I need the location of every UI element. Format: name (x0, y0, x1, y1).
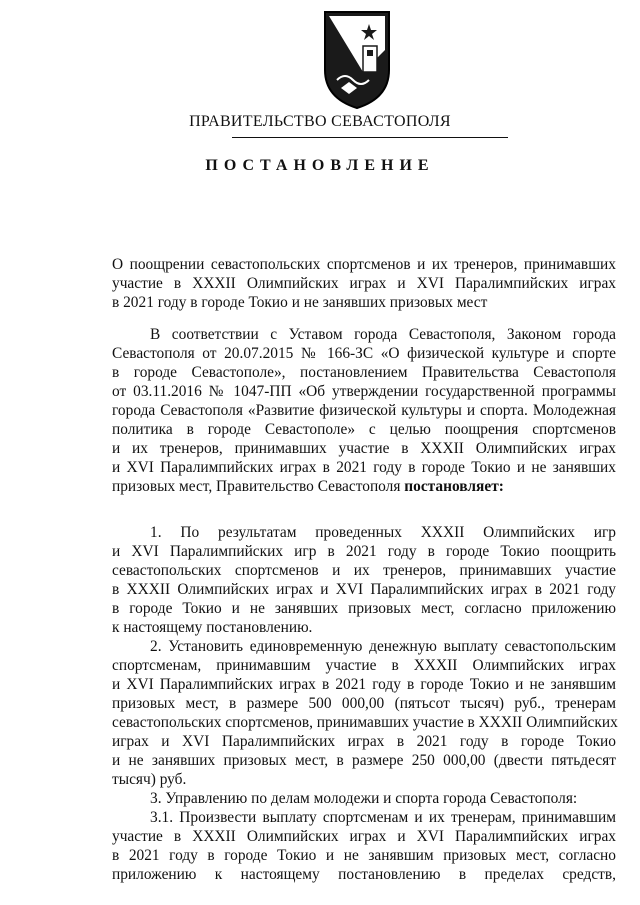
item-line: к настоящему постановлению. (112, 619, 313, 636)
item-line: и XVI Паралимпийских играх в 2021 году в городе Токио и не занявшим (112, 676, 616, 693)
preamble-line: В соответствии с Уставом города Севастополя, Законом города (150, 326, 616, 343)
item-line: в 2021 году в городе Токио и не занявшим призовых мест, согласно (112, 847, 616, 864)
preamble-line: в городе Севастополе», постановлением Правительства Севастополя (112, 364, 616, 381)
sevastopol-coat-of-arms-icon (323, 10, 391, 110)
item-line: 3. Управлению по делам молодежи и спорта города Севастополя: (150, 790, 578, 807)
item-line: в XXXII Олимпийских играх и XVI Паралимпийских играх в 2021 году (112, 581, 616, 598)
preamble-line: от 03.11.2016 № 1047-ПП «Об утверждении государственной программы (112, 383, 616, 400)
item-line: играх и XVI Паралимпийских играх в 2021 году в городе Токио (112, 733, 616, 750)
government-name: ПРАВИТЕЛЬСТВО СЕВАСТОПОЛЯ (189, 113, 451, 130)
item-line: 3.1. Произвести выплату спортсменам и их тренерам, принимавшим (150, 809, 616, 826)
item-line: призовых мест, в размере 500 000,00 (пятьсот тысяч) руб., тренерам (112, 695, 616, 712)
preamble-last-line (112, 478, 616, 496)
decree-keyword: постановляет: (404, 478, 504, 495)
item-line: севастопольских спортсменов, принимавших участие в XXXII Олимпийских (112, 714, 618, 731)
title-line: участие в XXXII Олимпийских играх и XVI Паралимпийских играх (112, 275, 616, 292)
item-line: в городе Токио и не занявших призовых мест, согласно приложению (112, 600, 616, 617)
item-line: и XVI Паралимпийских игр в 2021 году в городе Токио поощрить (112, 543, 616, 560)
document-type: ПОСТАНОВЛЕНИЕ (205, 157, 435, 174)
item-line: тысяч) руб. (112, 771, 187, 788)
item-line: 1. По результатам проведенных XXXII Олимпийских игр (150, 524, 616, 541)
preamble-line: города Севастополя «Развитие физической культуры и спорта. Молодежная (112, 402, 616, 419)
preamble-line: политика в городе Севастополе» с целью поощрения спортсменов (112, 421, 616, 438)
item-line: севастопольских спортсменов и их тренеров, принимавших участие (112, 562, 616, 579)
item-line: и не занявших призовых мест, в размере 250 000,00 (двести пятьдесят (112, 752, 616, 769)
item-line: 2. Установить единовременную денежную выплату севастопольским (150, 638, 616, 655)
preamble-line: и XVI Паралимпийских играх в 2021 году в городе Токио и не занявших (112, 459, 616, 476)
item-line: спортсменам, принимавшим участие в XXXII Олимпийских играх (112, 657, 616, 674)
preamble-last-text: призовых мест, Правительство Севастополя (112, 478, 405, 495)
title-line: О поощрении севастопольских спортсменов и их тренеров, принимавших (112, 256, 616, 273)
item-line: приложению к настоящему постановлению в пределах средств, (112, 866, 616, 883)
item-line: участие в XXXII Олимпийских играх и XVI Паралимпийских играх (112, 828, 616, 845)
preamble-line: Севастополя от 20.07.2015 № 166-ЗС «О физической культуре и спорте (112, 345, 616, 362)
preamble-line: и их тренеров, принимавших участие в XXXII Олимпийских играх (112, 440, 616, 457)
header-divider (232, 137, 508, 138)
title-line: в 2021 году в городе Токио и не занявших призовых мест (112, 294, 488, 311)
